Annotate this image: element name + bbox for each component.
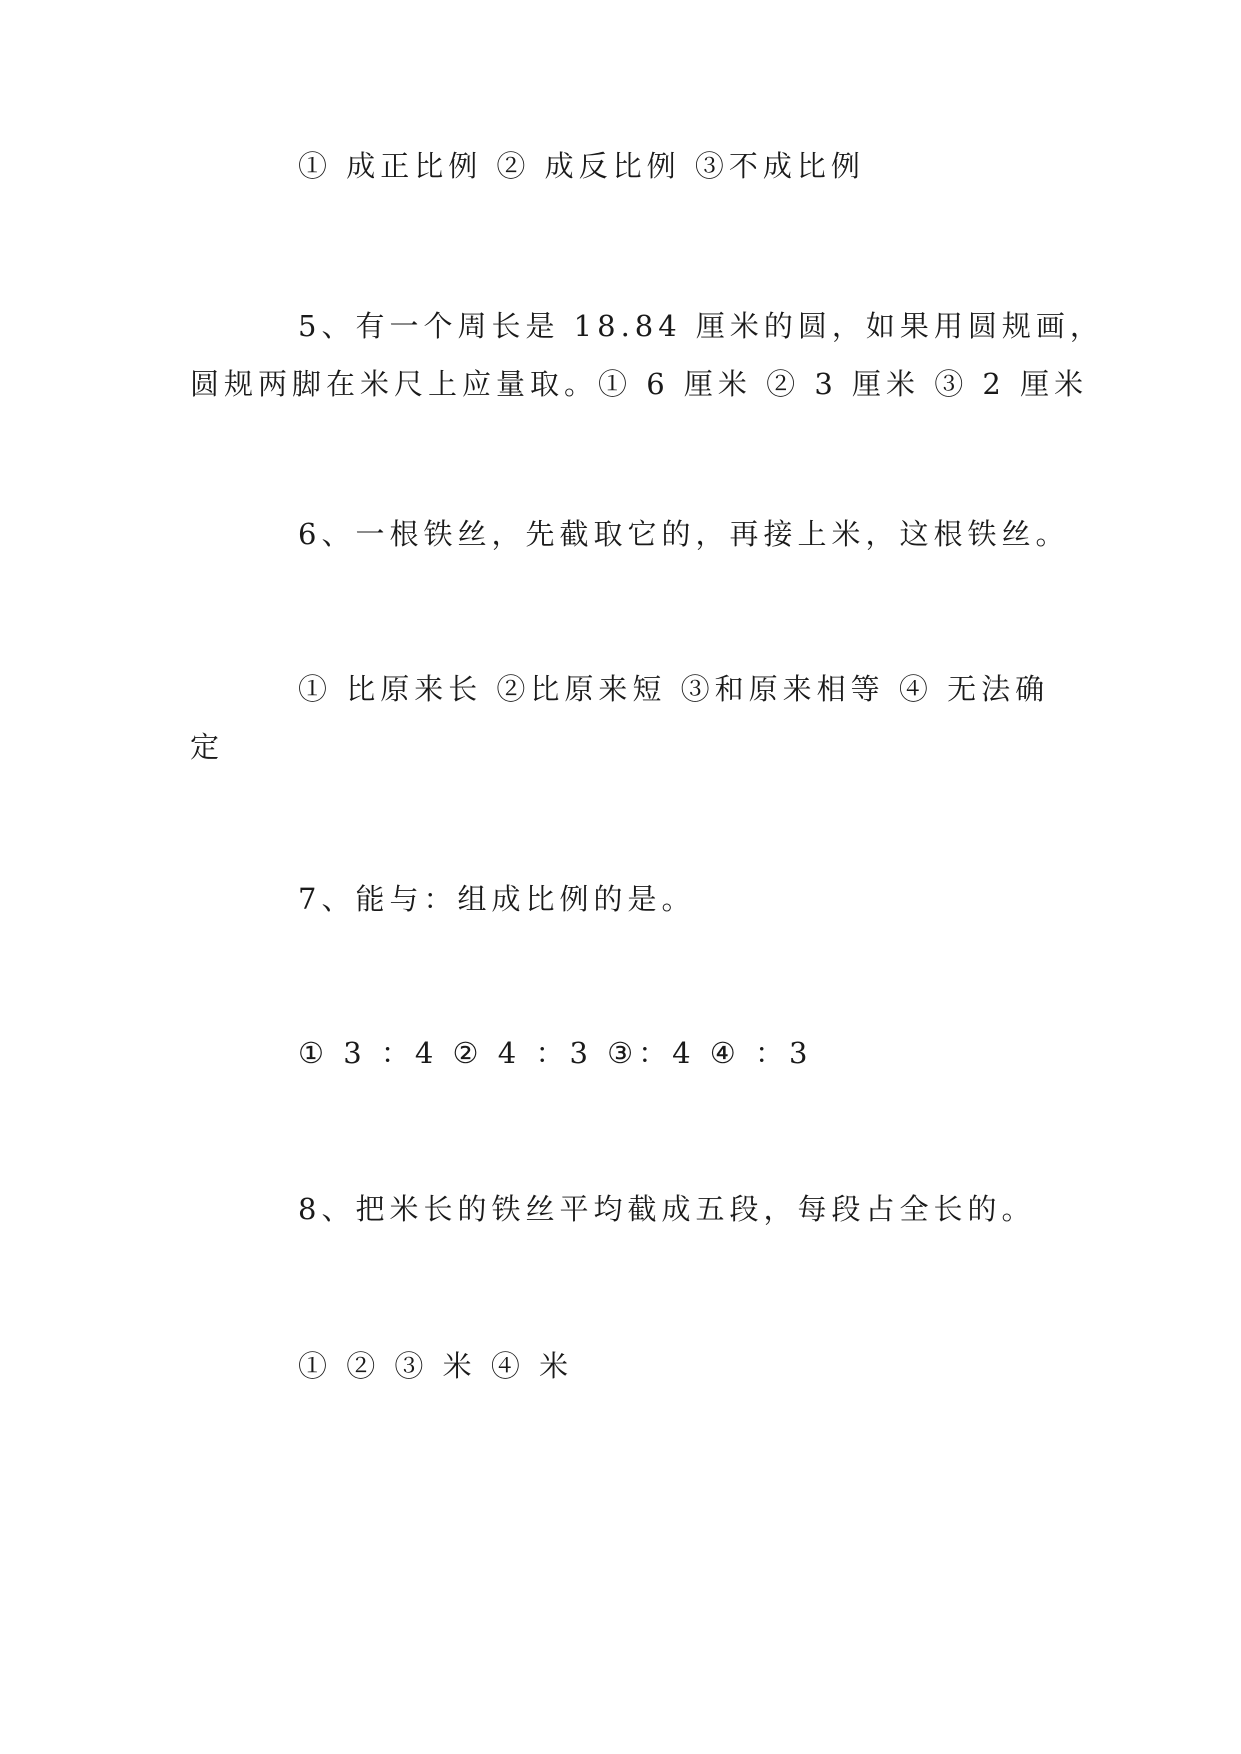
- q7-options: ① 3 ：4 ② 4 ：3 ③：4 ④ ：3: [298, 1036, 813, 1070]
- q8-question: 8、把米长的铁丝平均截成五段，每段占全长的。: [298, 1192, 1036, 1226]
- q6-options-line-1: ① 比原来长 ②比原来短 ③和原来相等 ④ 无法确: [298, 672, 1050, 706]
- q4-options: ① 成正比例 ② 成反比例 ③不成比例: [298, 149, 865, 183]
- q7-question: 7、能与：组成比例的是。: [298, 882, 696, 916]
- q6-options: [190, 660, 1050, 776]
- q5-line-1: 5、有一个周长是 18.84 厘米的圆，如果用圆规画，: [298, 309, 1104, 343]
- q5-question: [190, 297, 1104, 413]
- q5-line-2: 圆规两脚在米尺上应量取。① 6 厘米 ② 3 厘米 ③ 2 厘米: [190, 367, 1089, 401]
- q6-question: 6、一根铁丝，先截取它的，再接上米，这根铁丝。: [298, 517, 1070, 551]
- q8-options: ① ② ③ 米 ④ 米: [298, 1349, 574, 1383]
- q6-options-line-2: 定: [190, 730, 225, 764]
